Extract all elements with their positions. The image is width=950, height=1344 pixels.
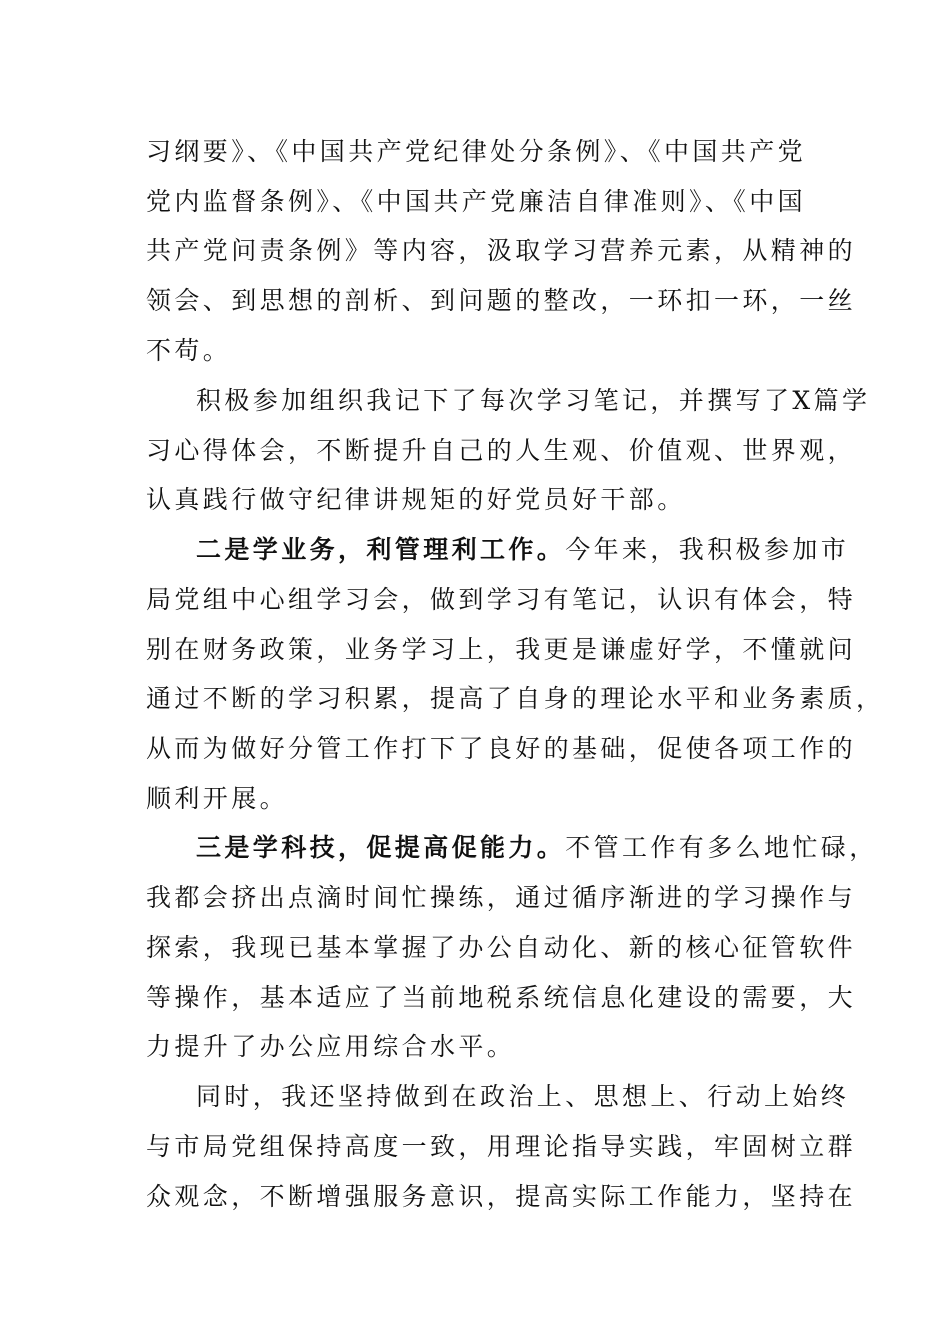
body-text-line: 通过不断的学习积累，提高了自身的理论水平和业务素质， [146,684,885,713]
body-text-line: 共产党问责条例》等内容，汲取学习营养元素，从精神的 [146,236,857,265]
body-text-run: 今年来，我积极参加市 [565,535,850,564]
body-text-line: 等操作，基本适应了当前地税系统信息化建设的需要，大 [146,983,857,1012]
body-text-line: 从而为做好分管工作打下了良好的基础，促使各项工作的 [146,734,857,763]
body-text-line: 积极参加组织我记下了每次学习笔记，并撰写了X篇学 [196,386,871,415]
body-text-line: 别在财务政策，业务学习上，我更是谦虚好学，不懂就问 [146,635,857,664]
body-text-run: 不管工作有多么地忙碌， [565,833,878,862]
body-text-line: 局党组中心组学习会，做到学习有笔记，认识有体会，特 [146,585,857,614]
body-text-line: 力提升了办公应用综合水平。 [146,1032,516,1061]
body-text-line: 与市局党组保持高度一致，用理论指导实践，牢固树立群 [146,1132,857,1161]
body-text-line: 探索，我现已基本掌握了办公自动化、新的核心征管软件 [146,933,857,962]
body-text-line: 领会、到思想的剖析、到问题的整改，一环扣一环，一丝 [146,286,857,315]
body-text-line: 党内监督条例》、《中国共产党廉洁自律准则》、《中国 [146,187,807,216]
body-text-line: 同时，我还坚持做到在政治上、思想上、行动上始终 [196,1082,850,1111]
body-text-line: 习纲要》、《中国共产党纪律处分条例》、《中国共产党 [146,137,807,166]
body-text-line [196,537,849,562]
body-text-line: 不苟。 [146,336,232,365]
body-text-line [196,835,878,860]
body-text-line: 习心得体会，不断提升自己的人生观、价值观、世界观， [146,436,857,465]
body-text-line: 认真践行做守纪律讲规矩的好党员好干部。 [146,485,686,514]
section-heading: 二是学业务，利管理利工作。 [196,535,566,564]
body-text-line: 众观念，不断增强服务意识，提高实际工作能力，坚持在 [146,1182,857,1211]
body-text-line: 顺利开展。 [146,784,289,813]
section-heading: 三是学科技，促提高促能力。 [196,833,566,862]
body-text-line: 我都会挤出点滴时间忙操练，通过循序渐进的学习操作与 [146,883,857,912]
